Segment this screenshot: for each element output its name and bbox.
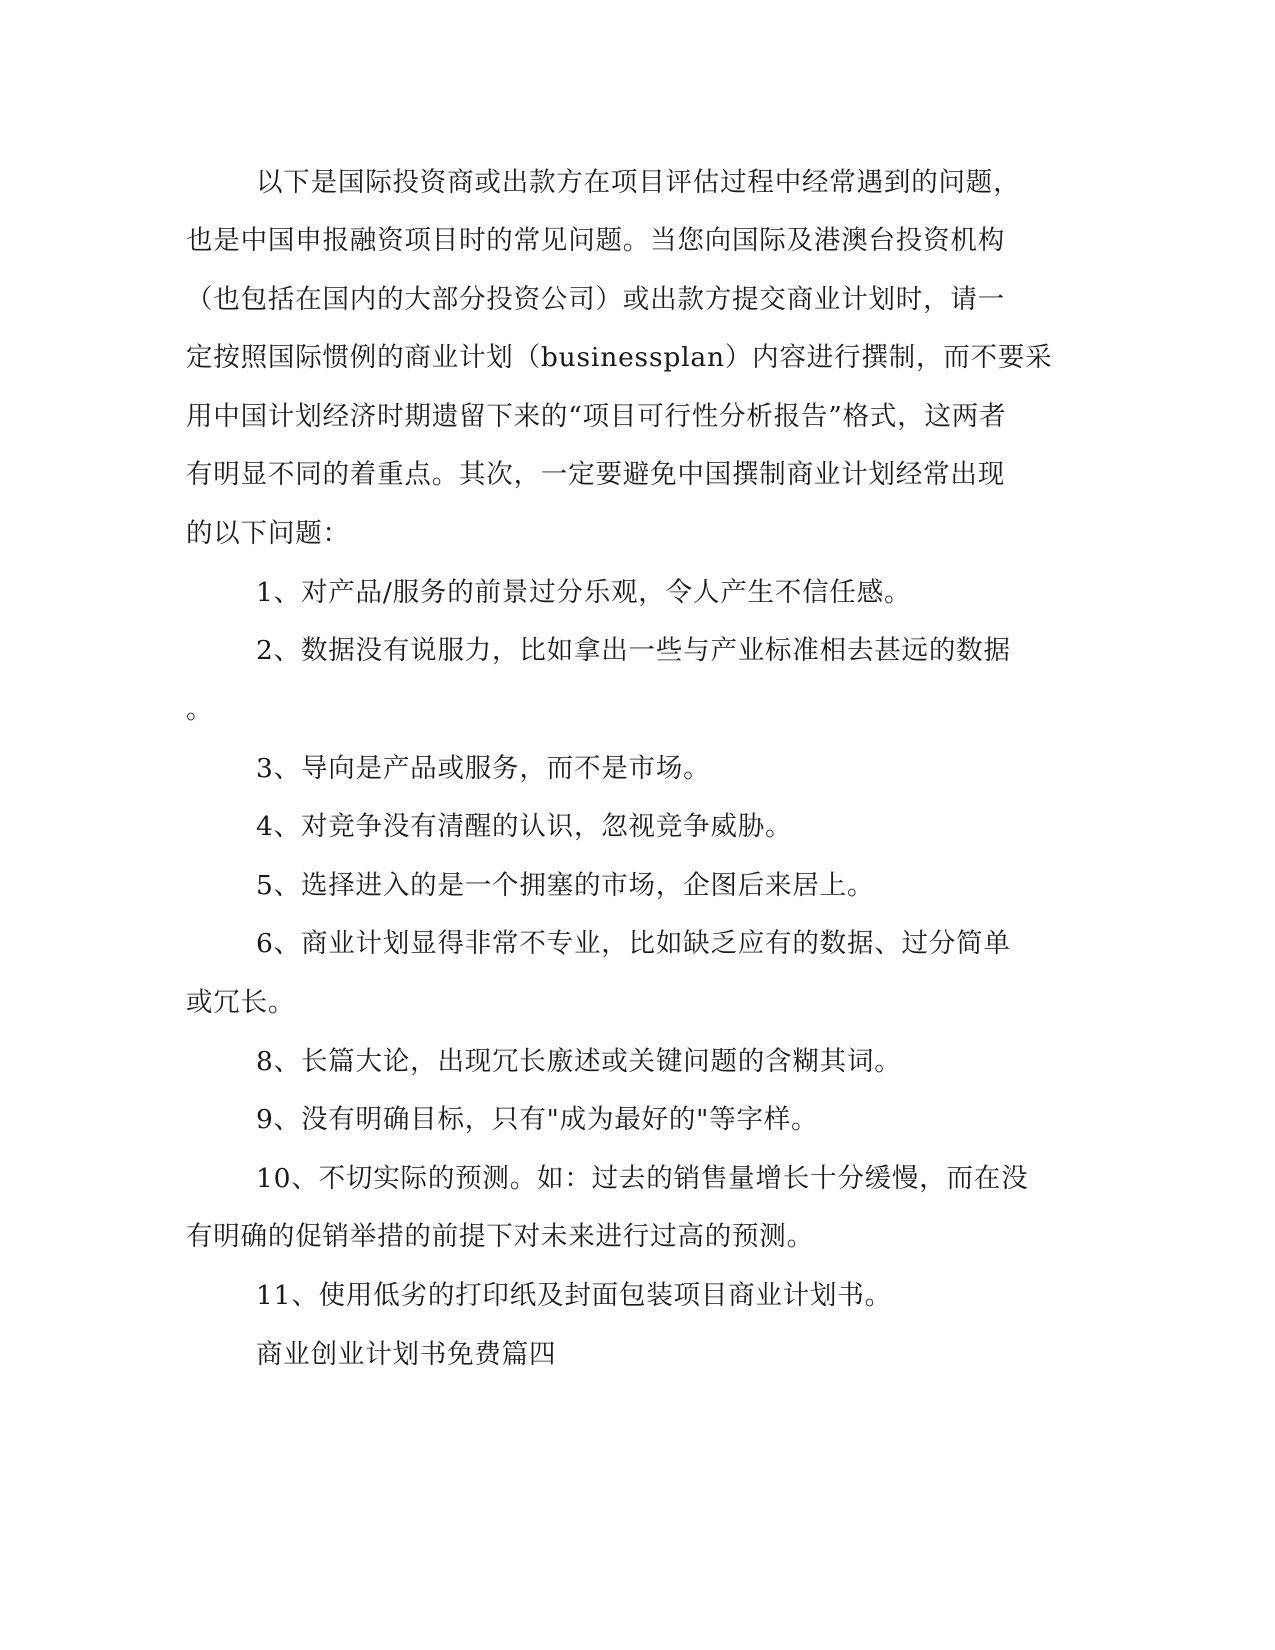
section-heading: 商业创业计划书免费篇四 [256,1339,557,1370]
paragraph-1-line-4: 定按照国际惯例的商业计划（businessplan）内容进行撰制，而不要采 [186,342,1053,373]
list-item-6-line-1: 6、商业计划显得非常不专业，比如缺乏应有的数据、过分简单 [256,928,1011,959]
paragraph-1-line-5: 用中国计划经济时期遗留下来的“项目可行性分析报告”格式，这两者 [186,401,1007,432]
list-item-10-line-1: 10、不切实际的预测。如：过去的销售量增长十分缓慢，而在没 [256,1163,1029,1194]
list-item-4: 4、对竞争没有清醒的认识，忽视竞争威胁。 [256,811,793,842]
list-item-8: 8、长篇大论，出现冗长廒述或关键问题的含糊其词。 [256,1046,902,1077]
list-item-10-line-2: 有明确的促销举措的前提下对未来进行过高的预测。 [186,1221,814,1252]
paragraph-1-line-2: 也是中国申报融资项目时的常见问题。当您向国际及港澳台投资机构 [186,225,1005,256]
list-item-2-line-2: 。 [186,694,214,725]
paragraph-1-line-6: 有明显不同的着重点。其次，一定要避免中国撰制商业计划经常出现 [186,459,1005,490]
list-item-3: 3、导向是产品或服务，而不是市场。 [256,753,711,784]
list-item-11: 11、使用低劣的打印纸及封面包装项目商业计划书。 [256,1280,892,1311]
paragraph-1-line-3: （也包括在国内的大部分投资公司）或出款方提交商业计划时，请一 [186,284,1005,315]
list-item-1: 1、对产品/服务的前景过分乐观，令人产生不信任感。 [256,577,912,608]
list-item-2-line-1: 2、数据没有说服力，比如拿出一些与产业标准相去甚远的数据 [256,635,1011,666]
paragraph-1-line-7: 的以下问题： [186,518,350,549]
list-item-6-line-2: 或冗长。 [186,987,296,1018]
paragraph-1-line-1: 以下是国际投资商或出款方在项目评估过程中经常遇到的问题， [256,167,1021,198]
list-item-5: 5、选择进入的是一个拥塞的市场，企图后来居上。 [256,870,875,901]
list-item-9: 9、没有明确目标，只有"成为最好的"等字样。 [256,1104,819,1135]
